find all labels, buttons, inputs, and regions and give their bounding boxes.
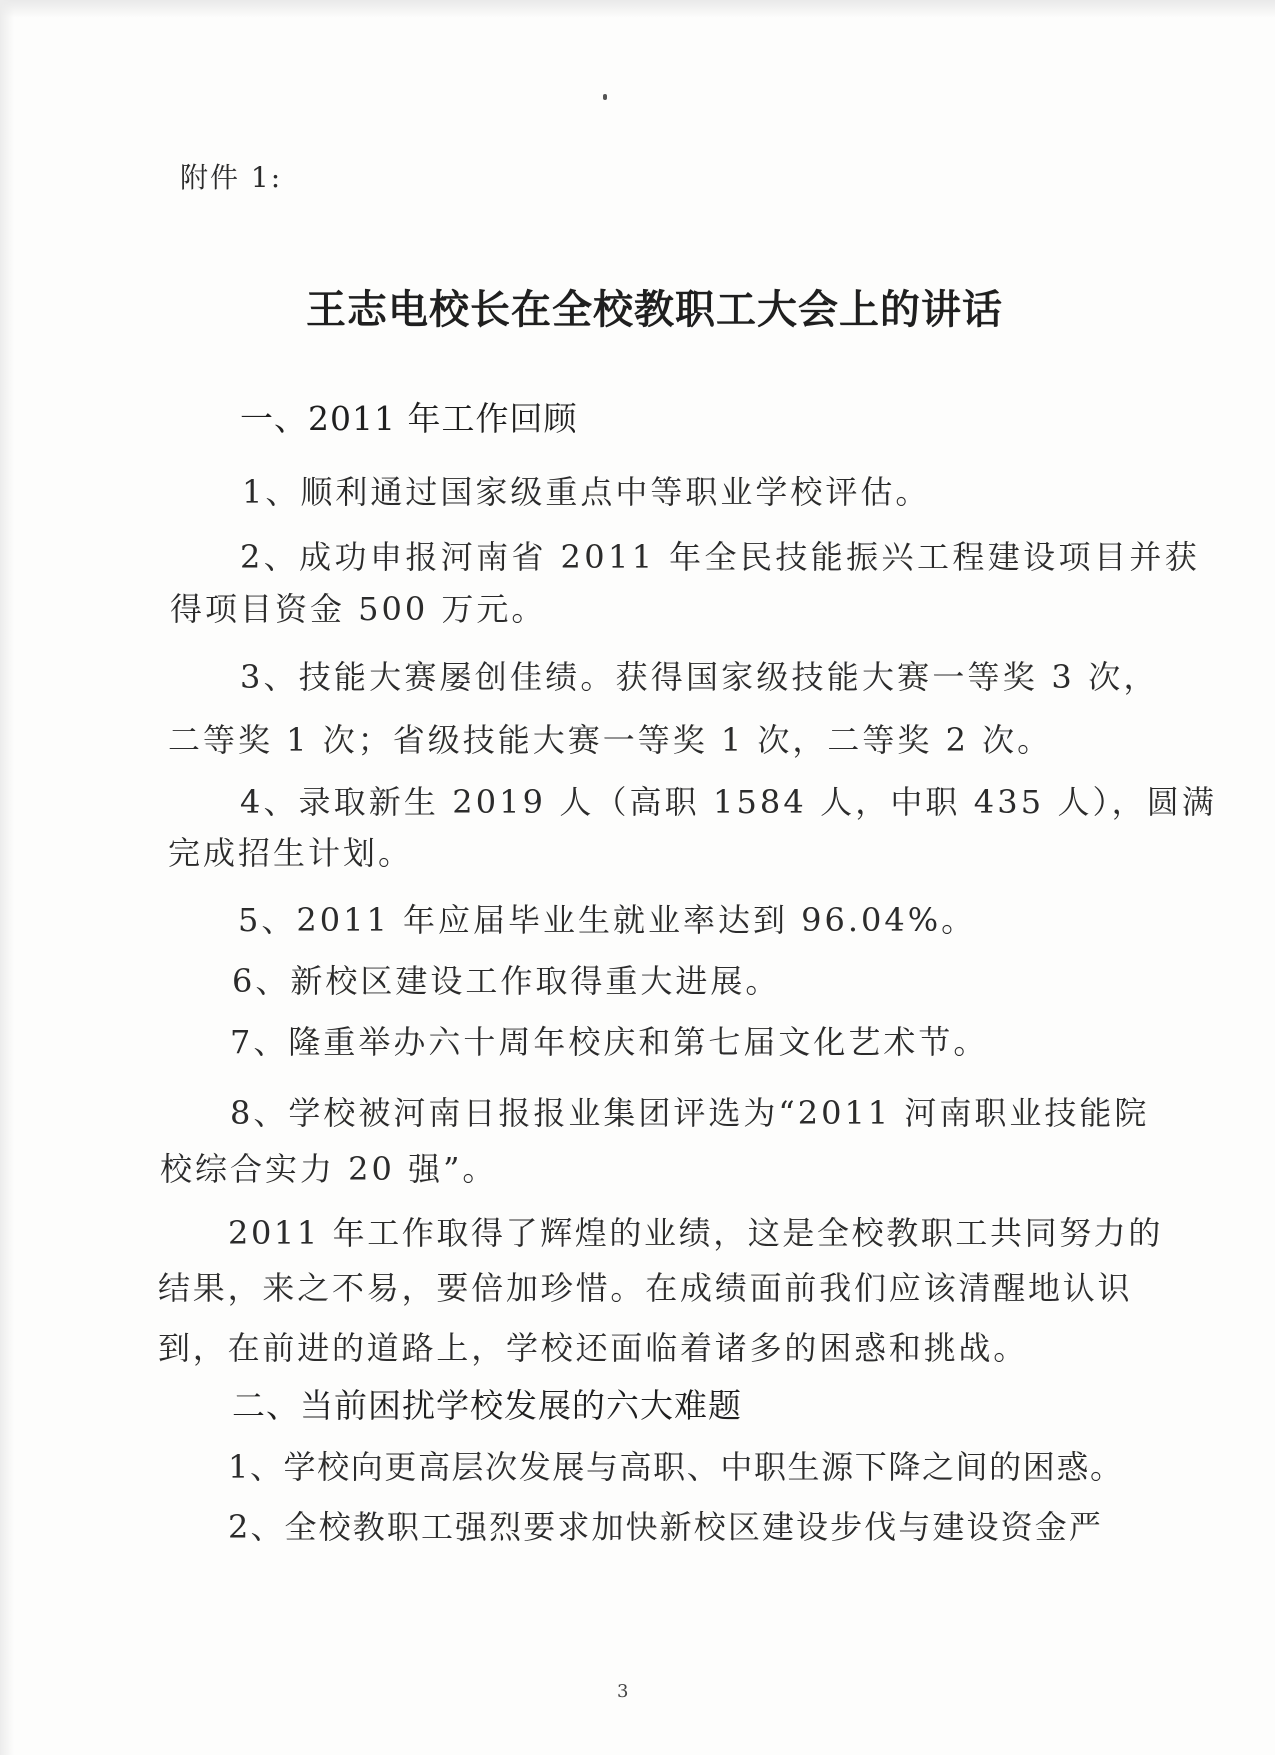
review-item-line: 完成招生计划。 <box>168 834 414 872</box>
page-number: 3 <box>617 1681 629 1702</box>
scan-edge-top <box>0 0 1275 18</box>
review-item-line: 2、成功申报河南省 2011 年全民技能振兴工程建设项目并获 <box>240 538 1201 576</box>
review-item-line: 校综合实力 20 强”。 <box>160 1150 498 1188</box>
section-heading-review: 一、2011 年工作回顾 <box>240 399 578 438</box>
review-item-line: 得项目资金 500 万元。 <box>170 590 547 628</box>
summary-line: 到，在前进的道路上，学校还面临着诸多的困惑和挑战。 <box>158 1329 1029 1367</box>
review-item-line: 3、技能大赛屡创佳绩。获得国家级技能大赛一等奖 3 次， <box>240 658 1159 696</box>
review-item-line: 8、学校被河南日报报业集团评选为“2011 河南职业技能院 <box>230 1094 1150 1132</box>
review-item-line: 5、2011 年应届毕业生就业率达到 96.04%。 <box>238 901 977 939</box>
review-item-line: 1、顺利通过国家级重点中等职业学校评估。 <box>242 473 931 511</box>
document-title: 王志电校长在全校教职工大会上的讲话 <box>306 286 1003 333</box>
review-item-line: 4、录取新生 2019 人（高职 1584 人，中职 435 人），圆满 <box>240 783 1217 821</box>
problem-item-line: 1、学校向更高层次发展与高职、中职生源下降之间的困惑。 <box>228 1448 1124 1486</box>
review-item-line: 6、新校区建设工作取得重大进展。 <box>232 962 781 1000</box>
section-heading-problems: 二、当前困扰学校发展的六大难题 <box>232 1386 742 1425</box>
attachment-label: 附件 1: <box>180 161 283 194</box>
review-item-line: 二等奖 1 次；省级技能大赛一等奖 1 次，二等奖 2 次。 <box>168 721 1053 759</box>
scan-speck <box>603 94 607 100</box>
scan-edge-left <box>0 0 14 1755</box>
problem-item-line: 2、全校教职工强烈要求加快新校区建设步伐与建设资金严 <box>228 1508 1103 1546</box>
review-item-line: 7、隆重举办六十周年校庆和第七届文化艺术节。 <box>230 1023 989 1061</box>
summary-line: 2011 年工作取得了辉煌的业绩，这是全校教职工共同努力的 <box>228 1214 1164 1252</box>
summary-line: 结果，来之不易，要倍加珍惜。在成绩面前我们应该清醒地认识 <box>158 1269 1133 1307</box>
